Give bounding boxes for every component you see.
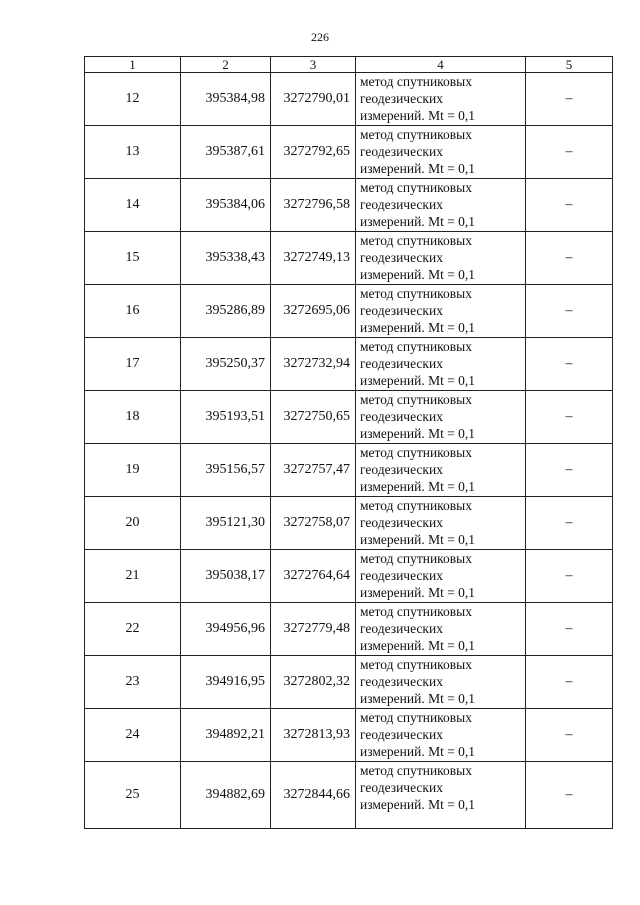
method-line: геодезических [360, 197, 443, 212]
method-line: геодезических [360, 462, 443, 477]
point-number-cell: 15 [85, 232, 181, 285]
y-coordinate-cell: 3272792,65 [271, 126, 356, 179]
y-coordinate-cell: 3272750,65 [271, 391, 356, 444]
point-number-cell: 18 [85, 391, 181, 444]
method-line: геодезических [360, 568, 443, 583]
method-line: измерений. Mt = 0,1 [360, 426, 476, 441]
method-line: измерений. Mt = 0,1 [360, 161, 476, 176]
x-coordinate-cell: 395038,17 [181, 550, 271, 603]
table-row [85, 497, 613, 550]
method-cell [356, 762, 526, 829]
method-line: геодезических [360, 303, 443, 318]
method-line: метод спутниковых [360, 604, 472, 619]
method-cell [356, 338, 526, 391]
point-number-cell: 13 [85, 126, 181, 179]
method-cell [356, 603, 526, 656]
y-coordinate-cell: 3272732,94 [271, 338, 356, 391]
x-coordinate-cell: 395156,57 [181, 444, 271, 497]
method-cell [356, 444, 526, 497]
y-coordinate-cell: 3272758,07 [271, 497, 356, 550]
note-cell: – [526, 550, 613, 603]
method-line: геодезических [360, 356, 443, 371]
y-coordinate-cell: 3272796,58 [271, 179, 356, 232]
method-line: измерений. Mt = 0,1 [360, 479, 476, 494]
method-line: измерений. Mt = 0,1 [360, 797, 476, 812]
method-cell [356, 285, 526, 338]
point-number-cell: 23 [85, 656, 181, 709]
coordinates-table [84, 56, 613, 829]
note-cell: – [526, 762, 613, 829]
table-row [85, 285, 613, 338]
point-number-cell: 14 [85, 179, 181, 232]
table-row [85, 126, 613, 179]
table-row [85, 391, 613, 444]
x-coordinate-cell: 395338,43 [181, 232, 271, 285]
table-row [85, 444, 613, 497]
method-cell [356, 179, 526, 232]
note-cell: – [526, 285, 613, 338]
table-row [85, 603, 613, 656]
method-cell [356, 73, 526, 126]
method-cell [356, 391, 526, 444]
x-coordinate-cell: 394892,21 [181, 709, 271, 762]
column-header-5: 5 [526, 57, 613, 73]
point-number-cell: 16 [85, 285, 181, 338]
point-number-cell: 17 [85, 338, 181, 391]
column-header-2: 2 [181, 57, 271, 73]
method-line: измерений. Mt = 0,1 [360, 638, 476, 653]
table-row [85, 709, 613, 762]
x-coordinate-cell: 394916,95 [181, 656, 271, 709]
method-cell [356, 497, 526, 550]
x-coordinate-cell: 395250,37 [181, 338, 271, 391]
method-line: метод спутниковых [360, 445, 472, 460]
page-number: 226 [311, 30, 329, 44]
method-line: геодезических [360, 409, 443, 424]
method-line: измерений. Mt = 0,1 [360, 691, 476, 706]
method-cell [356, 232, 526, 285]
method-line: измерений. Mt = 0,1 [360, 744, 476, 759]
x-coordinate-cell: 395121,30 [181, 497, 271, 550]
y-coordinate-cell: 3272764,64 [271, 550, 356, 603]
table-row [85, 338, 613, 391]
method-line: геодезических [360, 515, 443, 530]
table-row [85, 232, 613, 285]
y-coordinate-cell: 3272757,47 [271, 444, 356, 497]
note-cell: – [526, 73, 613, 126]
table-body [85, 73, 613, 829]
method-cell [356, 709, 526, 762]
method-line: метод спутниковых [360, 127, 472, 142]
method-line: метод спутниковых [360, 339, 472, 354]
point-number-cell: 19 [85, 444, 181, 497]
x-coordinate-cell: 395384,98 [181, 73, 271, 126]
y-coordinate-cell: 3272790,01 [271, 73, 356, 126]
method-cell [356, 126, 526, 179]
point-number-cell: 25 [85, 762, 181, 829]
point-number-cell: 22 [85, 603, 181, 656]
table-row [85, 73, 613, 126]
note-cell: – [526, 179, 613, 232]
method-line: геодезических [360, 144, 443, 159]
method-line: измерений. Mt = 0,1 [360, 267, 476, 282]
point-number-cell: 21 [85, 550, 181, 603]
method-line: геодезических [360, 91, 443, 106]
table-header-row [85, 57, 613, 73]
y-coordinate-cell: 3272802,32 [271, 656, 356, 709]
point-number-cell: 12 [85, 73, 181, 126]
column-header-3: 3 [271, 57, 356, 73]
method-line: измерений. Mt = 0,1 [360, 108, 476, 123]
x-coordinate-cell: 394956,96 [181, 603, 271, 656]
note-cell: – [526, 444, 613, 497]
x-coordinate-cell: 394882,69 [181, 762, 271, 829]
table-row [85, 179, 613, 232]
method-line: геодезических [360, 250, 443, 265]
note-cell: – [526, 391, 613, 444]
method-line: геодезических [360, 780, 443, 795]
y-coordinate-cell: 3272749,13 [271, 232, 356, 285]
method-line: измерений. Mt = 0,1 [360, 532, 476, 547]
method-line: измерений. Mt = 0,1 [360, 585, 476, 600]
method-line: измерений. Mt = 0,1 [360, 320, 476, 335]
note-cell: – [526, 603, 613, 656]
note-cell: – [526, 232, 613, 285]
method-line: геодезических [360, 727, 443, 742]
method-line: метод спутниковых [360, 498, 472, 513]
method-line: геодезических [360, 621, 443, 636]
y-coordinate-cell: 3272695,06 [271, 285, 356, 338]
point-number-cell: 24 [85, 709, 181, 762]
method-line: метод спутниковых [360, 392, 472, 407]
note-cell: – [526, 126, 613, 179]
method-cell [356, 656, 526, 709]
method-cell [356, 550, 526, 603]
y-coordinate-cell: 3272844,66 [271, 762, 356, 829]
method-line: метод спутниковых [360, 657, 472, 672]
table-row [85, 550, 613, 603]
method-line: метод спутниковых [360, 286, 472, 301]
method-line: метод спутниковых [360, 74, 472, 89]
y-coordinate-cell: 3272813,93 [271, 709, 356, 762]
y-coordinate-cell: 3272779,48 [271, 603, 356, 656]
method-line: геодезических [360, 674, 443, 689]
method-line: метод спутниковых [360, 763, 472, 778]
method-line: метод спутниковых [360, 233, 472, 248]
x-coordinate-cell: 395193,51 [181, 391, 271, 444]
table-row [85, 656, 613, 709]
method-line: метод спутниковых [360, 180, 472, 195]
x-coordinate-cell: 395384,06 [181, 179, 271, 232]
column-header-1: 1 [85, 57, 181, 73]
method-line: метод спутниковых [360, 551, 472, 566]
note-cell: – [526, 709, 613, 762]
point-number-cell: 20 [85, 497, 181, 550]
note-cell: – [526, 338, 613, 391]
method-line: метод спутниковых [360, 710, 472, 725]
note-cell: – [526, 656, 613, 709]
note-cell: – [526, 497, 613, 550]
column-header-4: 4 [356, 57, 526, 73]
method-line: измерений. Mt = 0,1 [360, 214, 476, 229]
x-coordinate-cell: 395387,61 [181, 126, 271, 179]
table-row [85, 762, 613, 829]
x-coordinate-cell: 395286,89 [181, 285, 271, 338]
method-line: измерений. Mt = 0,1 [360, 373, 476, 388]
